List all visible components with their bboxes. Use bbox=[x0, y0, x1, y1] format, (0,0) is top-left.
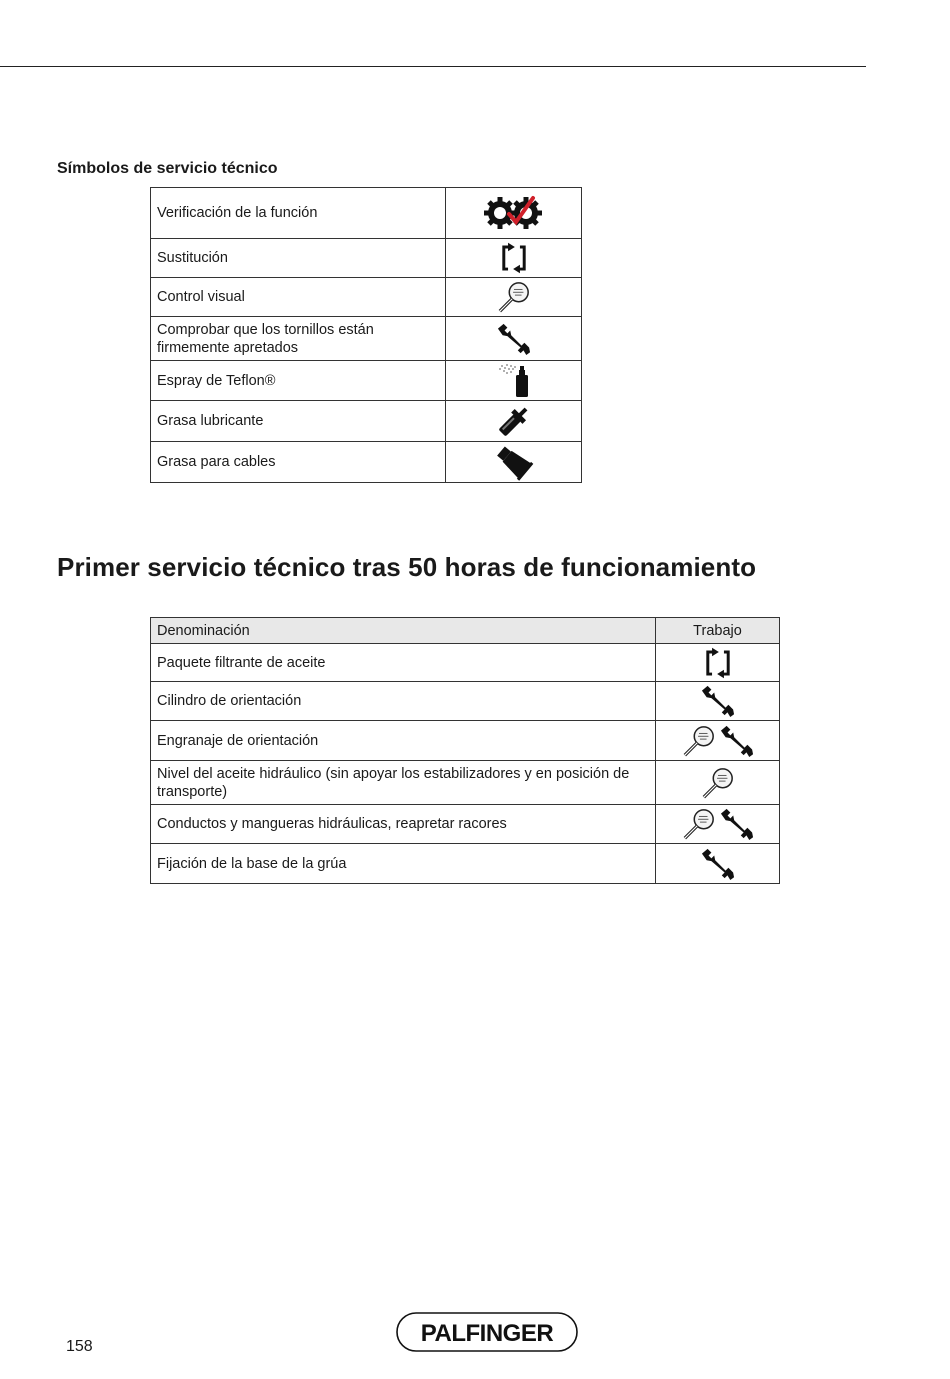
grease-tube-icon bbox=[493, 443, 535, 481]
symbols-section-title: Símbolos de servicio técnico bbox=[57, 160, 278, 177]
table-row bbox=[151, 682, 780, 721]
symbol-row bbox=[151, 317, 582, 361]
spray-can-icon bbox=[494, 363, 534, 399]
wrench-icon bbox=[718, 807, 756, 841]
item-label: Conductos y mangueras hidráulicas, reapretar racores bbox=[151, 805, 656, 844]
symbol-row bbox=[151, 188, 582, 239]
wrench-icon bbox=[718, 724, 756, 758]
logo-text: PALFINGER bbox=[420, 1320, 554, 1347]
symbol-row bbox=[151, 239, 582, 278]
grease-gun-icon bbox=[494, 402, 534, 440]
symbol-label: Grasa lubricante bbox=[151, 401, 446, 442]
item-label: Cilindro de orientación bbox=[151, 682, 656, 721]
wrench-icon bbox=[699, 684, 737, 718]
symbol-label: Grasa para cables bbox=[151, 442, 446, 483]
first-service-table bbox=[150, 617, 780, 884]
table-row bbox=[151, 644, 780, 682]
symbol-label: Espray de Teflon® bbox=[151, 361, 446, 401]
magnifier-icon bbox=[699, 766, 737, 800]
table-row bbox=[151, 761, 780, 805]
table-row bbox=[151, 721, 780, 761]
table-row bbox=[151, 805, 780, 844]
symbol-row bbox=[151, 442, 582, 483]
service-symbols-table bbox=[150, 187, 582, 483]
table-row bbox=[151, 844, 780, 884]
magnifier-icon bbox=[680, 724, 718, 758]
item-label: Fijación de la base de la grúa bbox=[151, 844, 656, 884]
page-heading: Primer servicio técnico tras 50 horas de funcionamiento bbox=[57, 552, 757, 582]
table-header-row bbox=[151, 618, 780, 644]
item-label: Paquete filtrante de aceite bbox=[151, 644, 656, 682]
wrench-icon bbox=[495, 322, 533, 356]
function-check-icon bbox=[483, 194, 545, 232]
magnifier-icon bbox=[495, 280, 533, 314]
wrench-icon bbox=[699, 847, 737, 881]
symbol-label: Comprobar que los tornillos están firmemente apretados bbox=[151, 317, 446, 361]
column-header-work: Trabajo bbox=[656, 618, 780, 644]
top-divider bbox=[0, 66, 866, 67]
palfinger-logo bbox=[396, 1312, 580, 1354]
symbol-label: Sustitución bbox=[151, 239, 446, 278]
symbol-row bbox=[151, 278, 582, 317]
page-number: 158 bbox=[66, 1338, 93, 1355]
symbol-row bbox=[151, 361, 582, 401]
item-label: Nivel del aceite hidráulico (sin apoyar los estabilizadores y en posición de transporte) bbox=[151, 761, 656, 805]
column-header-name: Denominación bbox=[151, 618, 656, 644]
magnifier-icon bbox=[680, 807, 718, 841]
replace-icon bbox=[701, 647, 735, 679]
symbol-label: Verificación de la función bbox=[151, 188, 446, 239]
item-label: Engranaje de orientación bbox=[151, 721, 656, 761]
symbol-row bbox=[151, 401, 582, 442]
symbol-label: Control visual bbox=[151, 278, 446, 317]
replace-icon bbox=[497, 242, 531, 274]
